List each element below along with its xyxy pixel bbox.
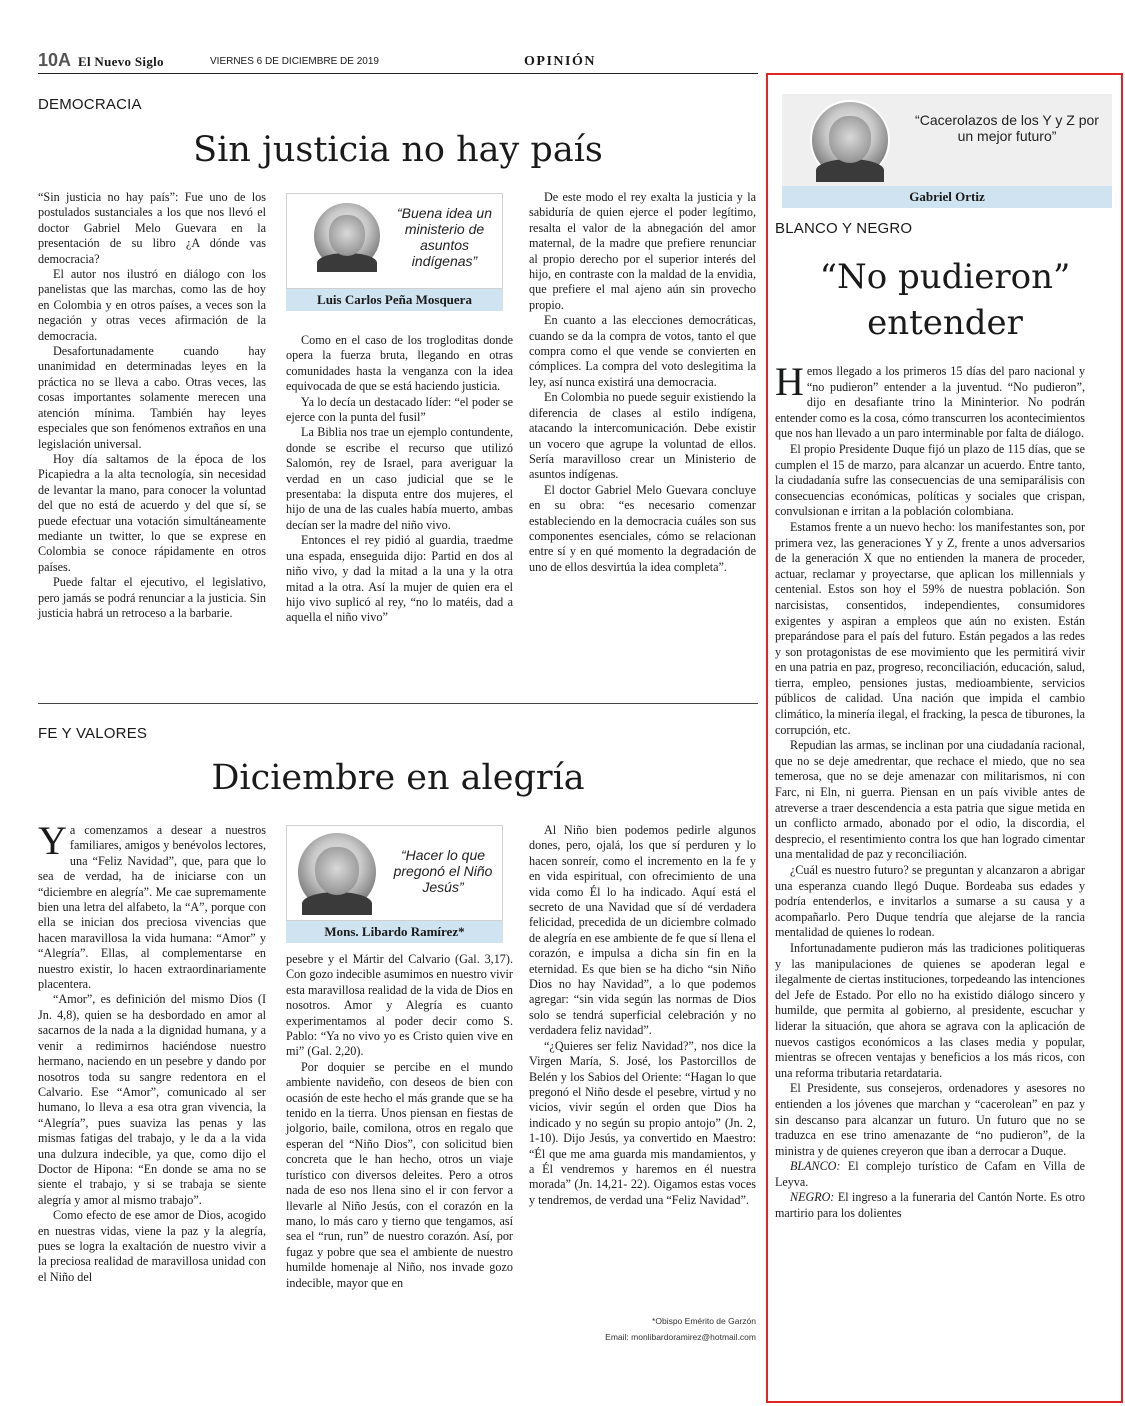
blanco-note: BLANCO: El complejo turístico de Cafam en Villa de Leyva. [775,1159,1085,1189]
article3-column [775,359,1085,1222]
article1-paragraph: En Colombia no puede seguir existiendo la diferencia de clases al estilo indígena, atacando la intercomunicación. Debe existir un vocero que agrupe la voluntad de ellos. Sería maravilloso crear un Ministerio de asuntos indígenas. [529,390,756,482]
dropcap: H [775,359,804,404]
article3-paragraph: Estamos frente a un nuevo hecho: los manifestantes son, por primera vez, las generaciones Y y Z, frente a unos adversarios de la generación X que no entienden la manera de proceder, actuar, reclamar y proyectarse, que aplican los millennials y centenial. Estos son hoy el 59% de nuestra población. Son narcisistas, consentidos, independientes, consumidores exigentes y aspiran a empleos que aún no existen. Están preparándose para el país del futuro. Están pegados a las redes y son protagonistas de ese movimiento que les permitirá vivir en una patria en paz, progreso, reconciliación, educación, salud, tierra, empleo, pensiones justas, medioambiente, servicios públicos de calidad. Una nación que impida el cambio climático, la minería ilegal, el fracking, la pesca de tiburones, la corrupción, etc. [775,519,1085,737]
article1-paragraph: Puede faltar el ejecutivo, el legislativo, pero jamás se podrá renunciar a la justicia. Sin justicia habrá un retroceso a la barbarie. [38,575,266,620]
article2-paragraph: Por doquier se percibe en el mundo ambiente navideño, con deseos de bien con ocasión de este hecho el más grande que se ha tenido en la tierra. Unos piensan en fiestas de jolgorio, baile, comilona, otros en regalo que esperan del “Niño Dios”, con solicitud bien concreta que le han hecho, otros un viaje turístico con diversos deleites. Pero a otros nada de eso nos llena sino el ir con fervor a llevarle al Niño Jesús, con el corazón en la mano, lo más caro y tierno que tengamos, así sea el “run, run” de nuestro corazón. Así, por fugaz y pobre que sea el ambiente de nuestro humilde homenaje al Niño, nos invade gozo indecible, mayor que en [286,1059,513,1290]
article1-paragraph: En cuanto a las elecciones democráticas, cuando se da la compra de votos, tanto el que compra como el que vende se convierten en cómplices. La compra del voto deslegitima la ley, así nunca existirá una democracia. [529,313,756,389]
author-name: Gabriel Ortiz [782,186,1112,208]
article2-column-3 [529,823,756,1208]
article2-column-1 [38,818,266,1285]
newspaper-name: El Nuevo Siglo [78,54,164,69]
author-photo [810,100,890,180]
article3-paragraph: El propio Presidente Duque fijó un plazo de 115 días, que se cumplen el 15 de marzo, para alcanzar un acuerdo. Entre tanto, la ciudadanía sufre las consecuencias de una semiparálisis con consecuencias económicas, políticas y sociales que crispan, convulsionan e irritan a la población colombiana. [775,441,1085,519]
article3-headline: “No pudieron” entender [819,257,1071,343]
article2-paragraph: “¿Quieres ser feliz Navidad?”, nos dice la Virgen María, S. José, los Pastorcillos de Belén y los Sabios del Oriente: “Hagan lo que pregonó el Niño desde el pesebre, virtud y no vicios, vivir según el orden que Dios ha indicado y no según su propio antojo” (Jn. 2, 1-10). Dijo Jesús, ya convertido en Maestro: “Él que me ama guarda mis mandamientos, y a Él vendremos y haremos en él nuestra morada” (Jn. 14,21- 22). Oigamos estas voces y tendremos, de verdad una “Feliz Navidad”. [529,1038,756,1207]
article1-paragraph: La Biblia nos trae un ejemplo contundente, donde se escribe el recurso que utilizó Salomón, rey de Israel, para averiguar la verdad en un caso judicial que se le presentaba: la disputa entre dos mujeres, el hijo de una de las cuales había muerto, ambas decían ser la madre del niño vivo. [286,425,513,532]
article2-paragraph: “Amor”, es definición del mismo Dios (I Jn. 4,8), quien se ha desbordado en amor al sacarnos de la nada a la dignidad humana, y a venir a redimirnos haciéndose nuestro hermano, naciendo en un pesebre y dando por nosotros toda su sangre redentora en el Calvario. Ese “Amor”, comunicado al ser humano, lo lleva a esa otra gran vivencia, la “Alegría”, pues suaviza las penas y las mismas fatigas del trabajo, y le da a la vida una dulzura indecible, ya que, como dijo el Doctor de Hipona: “En donde se ama no se siente el trabajo, y si se trabaja se siente alegría y amor al mismo trabajo”. [38,992,266,1207]
author-name: Mons. Libardo Ramírez* [286,921,503,943]
article2-paragraph: Al Niño bien podemos pedirle algunos dones, pero, ojalá, los que sí perduren y lo hacen sonreír, como el incremento en la fe y en vida espiritual, con ofrecimiento de una vida como Él lo ha indicado. Aquí está el secreto de una Navidad que sí dé verdadera felicidad, precedida de un diciembre colmado de alegría en ese ambiente de fe que sí llena el corazón, e impulsa a dicha sin fin en la eternidad. Es que bien se ha dicho “sin Niño Dios no hay Navidad”, a lo que podemos agregar: “sin vida según las normas de Dios solo se tendrá superficial celebración y no verdadera feliz navidad”. [529,823,756,1038]
article2-paragraph: pesebre y el Mártir del Calvario (Gal. 3,17). Con gozo indecible asumimos en nuestro vivir esta maravillosa realidad de la vida de Dios en nosotros. Amor y Alegría es cuanto experimentamos al poder decir como S. Pablo: “Ya no vivo yo es Cristo quien vive en mi” (Gal. 2,20). [286,952,513,1059]
article1-paragraph: Entonces el rey pidió al guardia, traedme una espada, enseguida dijo: Partid en dos al niño vivo, y dad la mitad a la una y la otra mitad a la otra. Así la mujer de quien era el hijo vivo suplicó al rey, “no lo matéis, dad a aquella el niño vivo” [286,533,513,625]
article3-paragraph: Repudian las armas, se inclinan por una ciudadanía racional, que no se deje amedrentar, que rechace el miedo, que no sea temerosa, que no se deje amenazar con militarismos, ni con Farc, ni Eln, ni guerra. Piensan en un país vivible antes de atreverse a traer descendencia a esta patria que sigue metida en un conflicto armado, abonado por el odio, la discordia, el desprecio, el resentimiento contra los que han logrado cimentar una mentalidad de paz y reconciliación. [775,738,1085,862]
dropcap: Y [38,818,67,863]
masthead [38,50,758,74]
article1-paragraph: El autor nos ilustró en diálogo con los panelistas que las marchas, como las de hoy en Colombia y en otros países, a veces son la negación y otras veces afirmación de la democracia. [38,267,266,343]
article1-paragraph: Desafortunadamente cuando hay unanimidad en determinadas leyes en la práctica no se lleva a cabo. Otras veces, las cosas importantes solamente merecen una atención mínima. También hay leyes especiales que son fenómenos extraños en una legislación universal. [38,344,266,451]
article1-column-1 [38,190,266,621]
article2-paragraph: Ya comenzamos a desear a nuestros familiares, amigos y benévolos lectores, una “Feliz Navidad”, que, para que lo sea de verdad, ha de iniciarse con un “diciembre en alegría”. Me cae supremamente bien una letra del alfabeto, la “A”, porque con ella se inician dos preciosa vivencias que hacen maravillosa la vida humana: “Amor” y “Alegría”. Ellas, al complementarse en nuestro existir, lo hacen extraordinariamente placentera. [38,818,266,992]
author-box-pena [286,193,503,311]
article1-paragraph: Como en el caso de los trogloditas donde opera la fuerza bruta, llegando en otras comunidades hasta la venganza con la idea equivocada de que se está haciendo justicia. [286,333,513,394]
page-number: 10A [38,50,72,70]
article1-kicker: DEMOCRACIA [38,96,142,113]
section-divider [38,703,758,704]
author-quote: “Hacer lo que pregonó el Niño Jesús” [393,847,493,895]
article1-headline: Sin justicia no hay país [193,130,603,170]
issue-date: VIERNES 6 DE DICIEMBRE DE 2019 [210,56,379,67]
article1-paragraph: “Sin justicia no hay país”: Fue uno de los postulados sustanciales a los que nos llevó el doctor Gabriel Melo Guevara en la presentación de su libro ¿A dónde vas democracia? [38,190,266,266]
article3-paragraph: El Presidente, sus consejeros, ordenadores y asesores no entienden a los jóvenes que marchan y “cacerolean” en paz y sin descanso para alcanzar un futuro. Un futuro que no se traduzca en ese trino amenazante de “no pudieron”, de la ministra y de quienes creyeron que iban a derrocar a Duque. [775,1081,1085,1158]
author-photo [312,201,382,271]
article1-column-2 [286,333,513,626]
article2-column-2 [286,952,513,1291]
article3-paragraph: ¿Cuál es nuestro futuro? se preguntan y alcanzaron a abrigar una esperanza cuando llegó Duque. Bordeaba sus edades y podría entenderlos, e invitarlos a sumarse a su causa y a acompañarlo. Pero Duque tendría que alejarse de la rancia mentalidad de quienes lo rodean. [775,863,1085,940]
author-box-ortiz [782,94,1112,208]
article1-paragraph: De este modo el rey exalta la justicia y la sabiduría de quien ejerce el poder legítimo, resalta el valor de la abnegación del amor maternal, de la madre que prefiere renunciar al propio derecho por el superior interés del hijo, en contraste con la maldad de la envidia, que prefiere el mal ajeno aún sin provecho propio. [529,190,756,312]
article3-kicker: BLANCO Y NEGRO [775,220,913,237]
article3-paragraph: Hemos llegado a los primeros 15 días del paro nacional y “no pudieron” entender a la juventud. “No pudieron”, dijo en desafiante trino la Mininterior. No podrán entender como es la cosa, cómo transcurren los acontecimientos que nos han llevado a un paro interminable por falta de diálogo. [775,359,1085,441]
author-name: Luis Carlos Peña Mosquera [286,289,503,311]
article2-headline: Diciembre en alegría [211,758,585,798]
author-quote: “Cacerolazos de los Y y Z por un mejor futuro” [915,112,1099,144]
article1-paragraph: El doctor Gabriel Melo Guevara concluye en su obra: “es necesario comenzar estableciendo en la democracia cuáles son sus componentes esenciales, cómo se relacionan entre sí y en qué momento la degradación de uno de ellos desvirtúa la idea completa”. [529,482,756,574]
article3-paragraph: Infortunadamente pudieron más las tradiciones politiqueras y las manipulaciones de quienes se apoderan legal e ilegalmente de ciertas instituciones, torpedeando las intenciones del Jefe de Estado. Por ello no ha existido diálogo sincero y humilde, que permita al gobierno, al presidente, escuchar y liderar la situación, que ahora se agrava con la aplicación de nuevos castigos económicos a las clases media y popular, mientras se ofrecen ventajas y beneficios a los más ricos, con una reforma tributaria retardataria. [775,940,1085,1080]
negro-note: NEGRO: El ingreso a la funeraria del Cantón Norte. Es otro martirio para los dolientes [775,1190,1085,1221]
author-footnote: *Obispo Emérito de Garzón [652,1316,756,1326]
author-email: Email: monlibardoramirez@hotmail.com [605,1332,756,1342]
author-photo [296,831,378,913]
article1-paragraph: Hoy día saltamos de la época de los Picapiedra a la alta tecnología, sin necesidad de levantar la mano, para conocer la voluntad del que no está de acuerdo y del que sí, se puede efectuar una votación simultáneamente mediante un twitter, lo que se exprese en Colombia se conoce rápidamente en otros países. [38,451,266,574]
article2-kicker: FE Y VALORES [38,725,148,742]
author-quote: “Buena idea un ministerio de asuntos indígenas” [397,205,492,269]
article1-paragraph: Ya lo decía un destacado líder: “el poder se ejerce con la punta del fusil” [286,394,513,425]
article1-column-3 [529,190,756,575]
article2-paragraph: Como efecto de ese amor de Dios, acogido en nuestras vidas, viene la paz y la alegría, pues se logra la exaltación de nuestro vivir a la preciosa realidad de maravillosa unidad con el Niño del [38,1208,266,1284]
author-box-ramirez [286,825,503,943]
section-title: OPINIÓN [524,54,596,69]
